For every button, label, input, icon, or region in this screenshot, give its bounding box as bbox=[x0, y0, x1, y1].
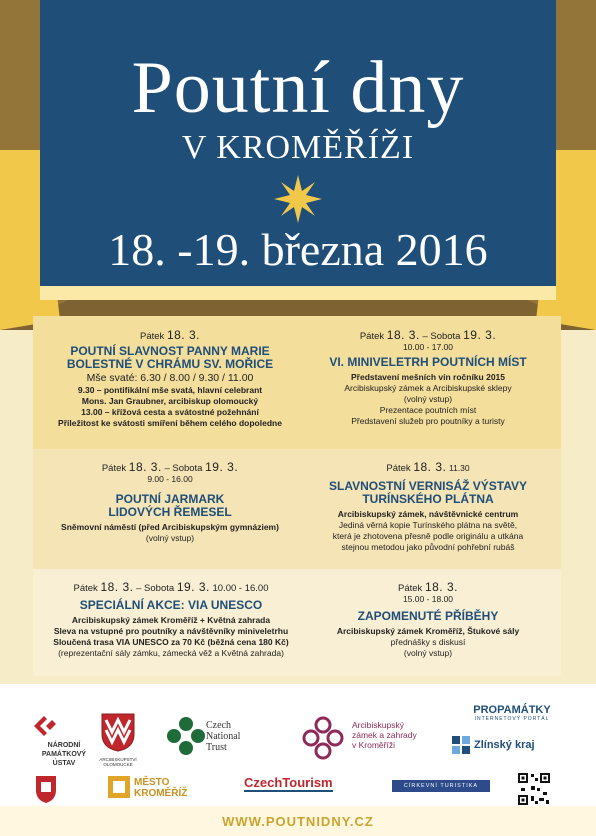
event-line: Jediná věrná kopie Turínského plátna na světě, bbox=[338, 520, 518, 530]
event-line: Arcibiskupský zámek, návštěvnické centrum bbox=[337, 509, 519, 519]
propamatky-logo: PROPAMÁTKY INTERNETOVÝ PORTÁL bbox=[473, 704, 551, 722]
event-title: ZAPOMENUTÉ PŘÍBĚHY bbox=[357, 609, 499, 623]
event-time: 15.00 - 18.00 bbox=[402, 594, 454, 604]
event-via-unesco bbox=[40, 582, 302, 659]
event-line: Sleva na vstupné pro poutníky a návštěvníky miniveletrhu bbox=[53, 626, 289, 636]
qr-code-icon bbox=[517, 772, 551, 806]
czechtourism-logo: CzechTourism bbox=[244, 775, 333, 790]
event-line: Prezentace poutních míst bbox=[379, 405, 477, 415]
event-vernisaz bbox=[302, 462, 554, 553]
event-line: stejnou metodou jako původní pohřební rubáš bbox=[341, 542, 515, 552]
mesto-square-icon bbox=[108, 776, 130, 798]
event-line: (volný vstup) bbox=[403, 648, 453, 658]
npu-logo: NÁRODNÍ PAMÁTKOVÝ ÚSTAV bbox=[34, 716, 94, 768]
event-line: (volný vstup) bbox=[403, 394, 453, 404]
event-title: POUTNÍ SLAVNOST PANNY MARIE BOLESTNÉ V CHRÁMU SV. MOŘICE bbox=[66, 344, 274, 371]
arcibiskupstvi-logo: ARCIBISKUPSTVÍ OLOMOUCKÉ bbox=[96, 712, 140, 767]
city-coat-icon bbox=[34, 774, 58, 804]
ornament-icon bbox=[300, 716, 346, 760]
mesto-kromeriz-coat-logo bbox=[34, 774, 58, 804]
event-line: Příležitost ke svátosti smíření během celého dopoledne bbox=[58, 418, 282, 428]
event-line: Sněmovní náměstí (před Arcibiskupským gymnáziem) bbox=[61, 522, 279, 532]
star-icon bbox=[273, 174, 323, 224]
event-line: Představení služeb pro poutníky a turisty bbox=[351, 416, 505, 426]
event-line: přednášky s diskusí bbox=[390, 637, 466, 647]
npu-emblem-icon bbox=[34, 716, 56, 736]
sub-title: V KROMĚŘÍŽI bbox=[181, 129, 415, 166]
event-dates: 18. -19. března 2016 bbox=[108, 224, 488, 275]
zlinsky-emblem-icon bbox=[452, 736, 472, 754]
event-title: SPECIÁLNÍ AKCE: VIA UNESCO bbox=[79, 598, 263, 612]
event-line: 13.00 – křížová cesta a svátostné požehnání bbox=[81, 407, 259, 417]
event-line: Sloučená trasa VIA UNESCO za 70 Kč (běžná cena 180 Kč) bbox=[53, 637, 289, 647]
event-when: Pátek 18. 3. – Sobota 19. 3. bbox=[359, 328, 497, 342]
event-line: (reprezentační sály zámku, zámecká věž a Květná zahrada) bbox=[58, 648, 284, 658]
event-zapomenute-pribehy bbox=[302, 582, 554, 659]
event-time: 10.00 - 17.00 bbox=[402, 342, 454, 352]
coat-of-arms-icon bbox=[100, 712, 136, 752]
event-when: Pátek 18. 3. 11.30 bbox=[386, 460, 470, 474]
event-miniveletrh bbox=[302, 330, 554, 427]
event-masses: Mše svaté: 6.30 / 8.00 / 9.30 / 11.00 bbox=[86, 372, 254, 384]
event-title: POUTNÍ JARMARK LIDOVÝCH ŘEMESEL bbox=[108, 492, 232, 519]
website-url[interactable]: WWW.POUTNIDNY.CZ bbox=[222, 814, 374, 829]
cirkevni-turistika-logo: CÍRKEVNÍ TURISTIKA bbox=[392, 780, 490, 792]
event-when: Pátek 18. 3. bbox=[140, 328, 200, 342]
event-line: Představení mešních vín ročníku 2015 bbox=[350, 372, 505, 382]
event-jarmark bbox=[44, 462, 296, 544]
event-line: (volný vstup) bbox=[145, 533, 195, 543]
event-title: SLAVNOSTNÍ VERNISÁŽ VÝSTAVY TURÍNSKÉHO PLÁTNA bbox=[328, 479, 528, 506]
event-line: Arcibiskupský zámek a Arcibiskupské sklepy bbox=[344, 383, 512, 393]
main-title: Poutní dny bbox=[131, 47, 465, 129]
event-when: Pátek 18. 3. – Sobota 19. 3. 10.00 - 16.00 bbox=[73, 580, 269, 594]
event-poutni-slavnost bbox=[44, 330, 296, 429]
event-line: Mons. Jan Graubner, arcibiskup olomoucký bbox=[81, 396, 259, 406]
event-line: Arcibiskupský zámek Kroměříž, Štukové sály bbox=[336, 626, 520, 636]
event-line: Arcibiskupský zámek Kroměříž + Květná zahrada bbox=[71, 615, 271, 625]
event-line: 9.30 – pontifikální mše svatá, hlavní celebrant bbox=[77, 385, 263, 395]
cnt-flower-icon bbox=[166, 716, 206, 756]
event-line: která je zhotovena přesně podle originálu a utkána bbox=[332, 531, 524, 541]
event-when: Pátek 18. 3. bbox=[398, 580, 458, 594]
event-time: 9.00 - 16.00 bbox=[147, 474, 193, 484]
event-title: VI. MINIVELETRH POUTNÍCH MÍST bbox=[329, 355, 527, 369]
event-when: Pátek 18. 3. – Sobota 19. 3. bbox=[101, 460, 239, 474]
